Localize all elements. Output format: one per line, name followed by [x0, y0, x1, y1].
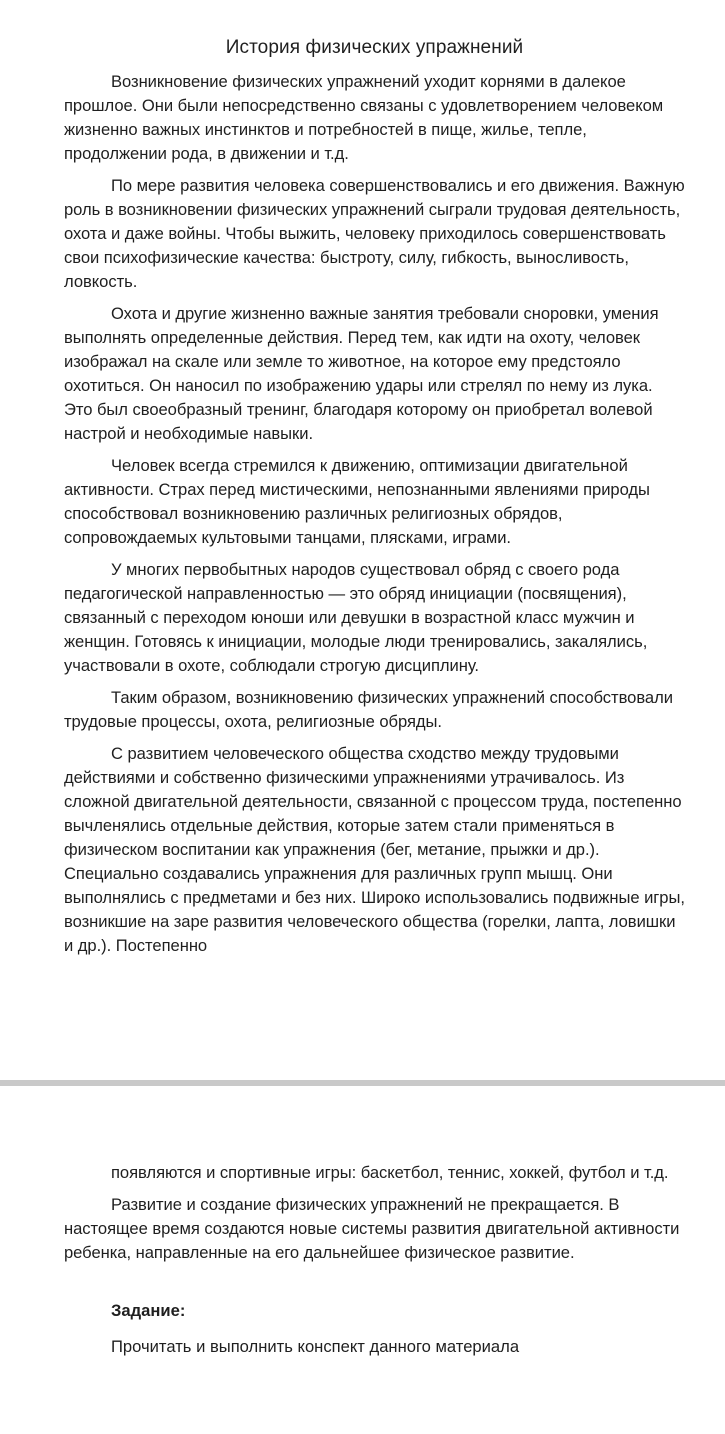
paragraph: Таким образом, возникновению физических упражнений способствовали трудовые процессы, охота, религиозные обряды.	[64, 688, 673, 731]
paragraph: Возникновение физических упражнений уходит корнями в далекое прошлое. Они были непосредственно связаны с удовлетворением человеком жизненно важных инстинктов и потребностей в пище, жилье, тепле, продолжении рода, в движении и т.д.	[64, 72, 664, 163]
document-title: История физических упражнений	[225, 37, 524, 58]
document-page-2	[0, 1161, 725, 1359]
paragraph: У многих первобытных народов существовал обряд с своего рода педагогической направленностью — это обряд инициации (посвящения), связанный с переходом юноши или девушки в возрастной класс мужчин и женщин. Готовясь к инициации, молодые люди тренировались, закалялись, участвовали в охоте, соблюдали строгую дисциплину.	[64, 560, 648, 675]
paragraph: Охота и другие жизненно важные занятия требовали сноровки, умения выполнять определенные действия. Перед тем, как идти на охоту, человек изображал на скале или земле то животное, на которое ему предстояло охотиться. Он наносил по изображению удары или стрелял по нему из лука. Это был своеобразный тренинг, благодаря которому он приобретал волевой настрой и необходимые навыки.	[64, 304, 659, 443]
task-heading: Задание:	[111, 1301, 186, 1320]
page-separator	[0, 1080, 725, 1086]
paragraph: Человек всегда стремился к движению, оптимизации двигательной активности. Страх перед мистическими, непознанными явлениями природы способствовал возникновению различных религиозных обрядов, сопровождаемых культовыми танцами, плясками, играми.	[64, 456, 650, 547]
paragraph: С развитием человеческого общества сходство между трудовыми действиями и собственно физическими упражнениями утрачивалось. Из сложной двигательной деятельности, связанной с процессом труда, постепенно вычленялись отдельные действия, которые затем стали применяться в физическом воспитании как упражнения (бег, метание, прыжки и др.). Специально создавались упражнения для различных групп мышц. Они выполнялись с предметами и без них. Широко использовались подвижные игры, возникшие на заре развития человеческого общества (горелки, лапта, ловишки и др.). Постепенно	[64, 744, 685, 955]
paragraph: появляются и спортивные игры: баскетбол, теннис, хоккей, футбол и т.д.	[111, 1163, 669, 1182]
paragraph: Развитие и создание физических упражнений не прекращается. В настоящее время создаются новые системы развития двигательной активности ребенка, направленные на его дальнейшее физическое развитие.	[64, 1195, 680, 1262]
paragraph: По мере развития человека совершенствовались и его движения. Важную роль в возникновении физических упражнений сыграли трудовая деятельность, охота и даже войны. Чтобы выжить, человеку приходилось совершенствовать свои психофизические качества: быстроту, силу, гибкость, выносливость, ловкость.	[64, 176, 685, 291]
task-text: Прочитать и выполнить конспект данного материала	[111, 1337, 520, 1356]
document-page-1	[0, 36, 725, 966]
